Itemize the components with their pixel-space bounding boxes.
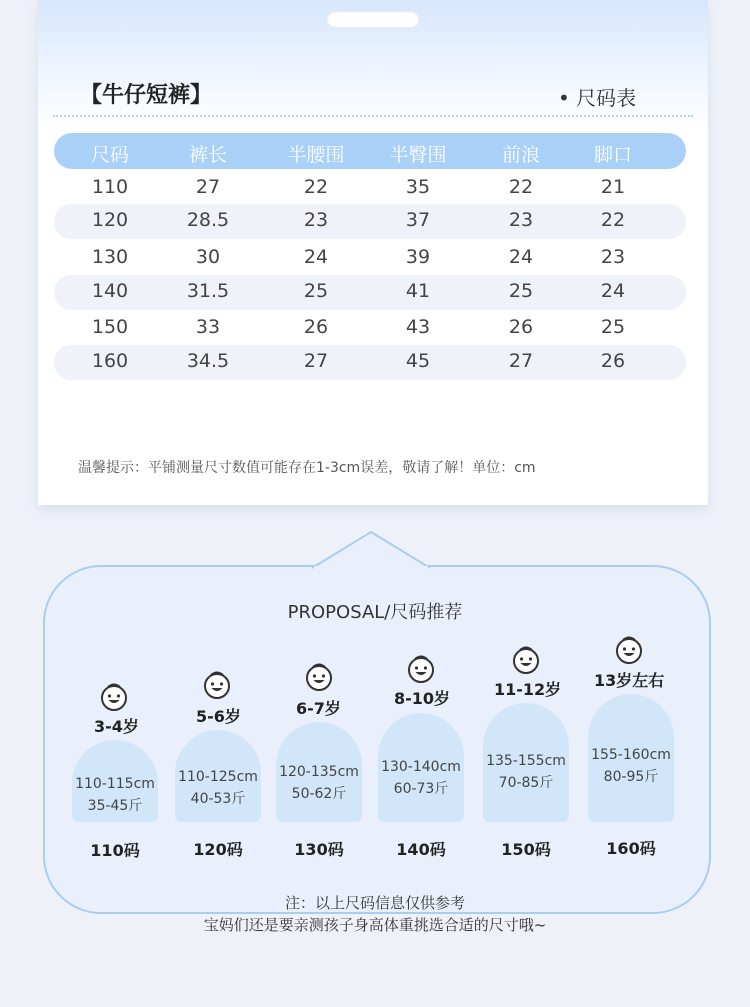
- table-cell: 45: [405, 350, 431, 372]
- table-cell: 150: [91, 316, 129, 338]
- proposal-title: PROPOSAL/尺码推荐: [287, 602, 463, 623]
- table-cell: 160: [91, 350, 129, 372]
- table-cell: 35: [405, 176, 431, 198]
- table-cell: 25: [600, 316, 626, 338]
- weight-range: 50-62斤: [291, 786, 347, 802]
- weight-range: 40-53斤: [190, 791, 246, 807]
- footnote-line-2: 宝妈们还是要亲测孩子身高体重挑选合适的尺寸哦~: [203, 916, 547, 934]
- table-cell: 41: [405, 280, 431, 302]
- table-cell: 130: [91, 246, 129, 268]
- table-cell: 43: [405, 316, 431, 338]
- table-cell: 26: [303, 316, 329, 338]
- bubble-pointer: [310, 528, 432, 570]
- recommended-size: 150码: [501, 840, 551, 859]
- table-cell: 28.5: [186, 209, 230, 231]
- weight-range: 35-45斤: [87, 798, 143, 814]
- table-cell: 140: [91, 280, 129, 302]
- age-label: 13岁左右: [594, 671, 665, 690]
- height-weight-arch: [483, 703, 569, 822]
- baby-face-icon: [404, 654, 438, 684]
- table-cell: 26: [508, 316, 534, 338]
- recommended-size: 140码: [396, 840, 446, 859]
- column-header-hip: 半臀围: [389, 144, 447, 166]
- height-weight-arch: [378, 713, 464, 822]
- table-cell: 110: [91, 176, 129, 198]
- table-cell: 24: [303, 246, 329, 268]
- size-chart-card: [38, 0, 708, 505]
- table-cell: 27: [303, 350, 329, 372]
- age-label: 11-12岁: [494, 680, 562, 699]
- height-weight-arch: [588, 694, 674, 822]
- table-cell: 24: [508, 246, 534, 268]
- baby-face-icon: [302, 662, 336, 692]
- table-cell: 27: [508, 350, 534, 372]
- table-cell: 23: [303, 209, 329, 231]
- table-cell: 22: [600, 209, 626, 231]
- table-cell: 27: [195, 176, 221, 198]
- height-range: 110-125cm: [178, 769, 258, 785]
- dotted-divider: [53, 115, 693, 117]
- table-cell: 34.5: [186, 350, 230, 372]
- height-weight-arch: [175, 730, 261, 822]
- baby-face-icon: [509, 645, 543, 675]
- table-row: [54, 275, 686, 310]
- height-weight-arch: [72, 740, 158, 822]
- recommended-size: 160码: [606, 839, 656, 858]
- table-cell: 31.5: [186, 280, 230, 302]
- column-header-front-rise: 前浪: [501, 144, 540, 166]
- weight-range: 80-95斤: [603, 769, 659, 785]
- table-row: [54, 345, 686, 380]
- table-cell: 33: [195, 316, 221, 338]
- height-range: 135-155cm: [486, 753, 566, 769]
- recommended-size: 130码: [294, 840, 344, 859]
- baby-face-icon: [97, 682, 131, 712]
- table-cell: 22: [303, 176, 329, 198]
- column-header-waist: 半腰围: [287, 144, 345, 166]
- table-cell: 25: [303, 280, 329, 302]
- height-weight-arch: [276, 722, 362, 822]
- table-cell: 39: [405, 246, 431, 268]
- baby-face-icon: [200, 670, 234, 700]
- age-label: 3-4岁: [94, 717, 139, 736]
- measurement-note: 温馨提示：平铺测量尺寸数值可能存在1-3cm误差，敬请了解！单位：cm: [78, 460, 536, 476]
- table-cell: 24: [600, 280, 626, 302]
- table-row: [54, 204, 686, 239]
- table-cell: 23: [600, 246, 626, 268]
- recommended-size: 110码: [90, 841, 140, 860]
- table-cell: 37: [405, 209, 431, 231]
- height-range: 155-160cm: [591, 747, 671, 763]
- height-range: 120-135cm: [279, 764, 359, 780]
- table-row: [54, 311, 686, 346]
- table-cell: 26: [600, 350, 626, 372]
- section-label: • 尺码表: [558, 86, 637, 110]
- height-range: 130-140cm: [381, 759, 461, 775]
- footnote-line-1: 注：以上尺码信息仅供参考: [284, 894, 465, 912]
- baby-face-icon: [612, 635, 646, 665]
- table-cell: 21: [600, 176, 626, 198]
- column-header-size: 尺码: [90, 144, 129, 166]
- table-cell: 30: [195, 246, 221, 268]
- table-row: [54, 171, 686, 206]
- column-header-leg-opening: 脚口: [593, 144, 632, 166]
- table-header: [54, 133, 686, 169]
- product-title: 【牛仔短裤】: [80, 83, 213, 108]
- table-row: [54, 241, 686, 276]
- table-cell: 23: [508, 209, 534, 231]
- recommended-size: 120码: [193, 840, 243, 859]
- hang-tag-hole: [327, 11, 419, 27]
- weight-range: 60-73斤: [393, 781, 449, 797]
- age-label: 5-6岁: [196, 707, 241, 726]
- age-label: 6-7岁: [296, 699, 341, 718]
- table-cell: 120: [91, 209, 129, 231]
- column-header-length: 裤长: [188, 144, 227, 166]
- table-cell: 22: [508, 176, 534, 198]
- height-range: 110-115cm: [75, 776, 155, 792]
- weight-range: 70-85斤: [498, 775, 554, 791]
- age-label: 8-10岁: [394, 689, 451, 708]
- table-cell: 25: [508, 280, 534, 302]
